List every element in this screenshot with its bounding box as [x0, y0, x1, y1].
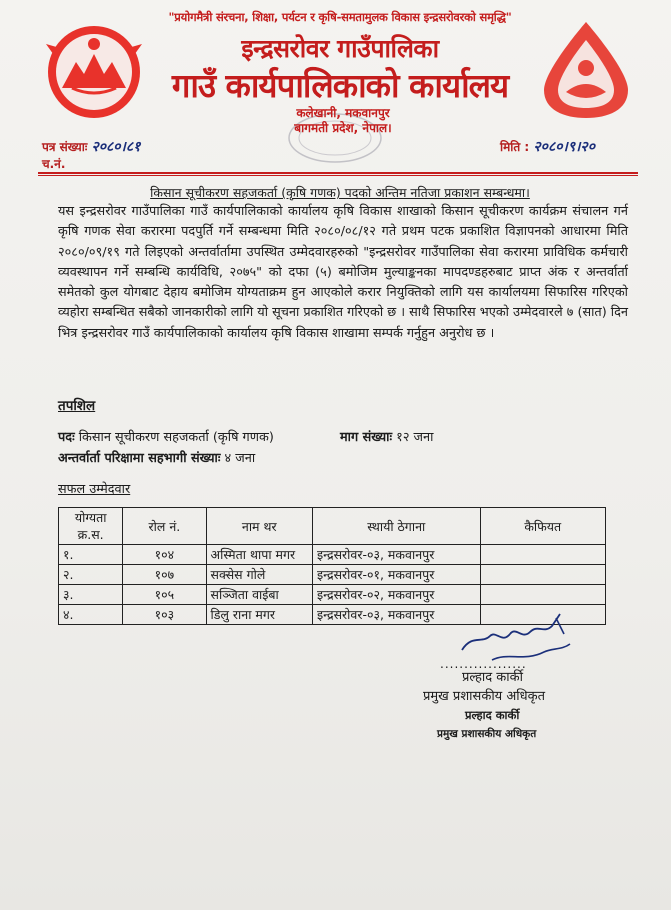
header-name: नाम थर — [206, 508, 312, 545]
office-address-line1: कलेखानी, मकवानपुर — [296, 106, 390, 120]
header-remarks: कैफियत — [480, 508, 605, 545]
cell-rank: २. — [59, 565, 123, 585]
reference-label: पत्र संख्याः — [42, 140, 88, 154]
header-address: स्थायी ठेगाना — [312, 508, 480, 545]
reference-value: २०८०।८१ — [91, 139, 141, 155]
interview-value: ४ जना — [224, 451, 256, 466]
table-row — [59, 585, 606, 605]
cell-roll: १०३ — [123, 605, 206, 625]
header-divider-thin — [38, 175, 638, 176]
interview-row — [58, 448, 255, 466]
office-name: इन्द्रसरोवर गाउँपालिका — [241, 34, 439, 63]
details-heading: तपशिल — [58, 398, 96, 414]
reference-number — [42, 137, 140, 156]
cell-name: डिलु राना मगर — [206, 605, 312, 625]
signer-name: प्रल्हाद कार्की — [462, 670, 524, 685]
cell-roll: १०५ — [123, 585, 206, 605]
header-roll: रोल नं. — [123, 508, 206, 545]
demand-value: १२ जना — [396, 430, 434, 445]
notice-subject: किसान सूचीकरण सहजकर्ता (कृषि गणक) पदको अन्तिम नतिजा प्रकाशन सम्बन्धमा। — [150, 185, 530, 200]
dispatch-number-label: च.नं. — [42, 157, 66, 171]
date-value: २०८०।९।२० — [533, 139, 595, 155]
cell-remarks — [480, 565, 605, 585]
successful-candidates-heading: सफल उम्मेदवार — [58, 482, 131, 497]
table-row — [59, 545, 606, 565]
cell-rank: ३. — [59, 585, 123, 605]
date-label: मिति : — [500, 140, 530, 154]
signer-title: प्रमुख प्रशासकीय अधिकृत — [423, 689, 546, 704]
cell-roll: १०७ — [123, 565, 206, 585]
cell-rank: १. — [59, 545, 123, 565]
office-address-line2: बागमती प्रदेश, नेपाल। — [294, 121, 392, 135]
interview-label: अन्तर्वार्ता परिक्षामा सहभागी संख्याः — [58, 451, 221, 466]
header-divider — [38, 172, 638, 174]
post-row — [58, 427, 274, 445]
header-slogan: "प्रयोगमैत्री संरचना, शिक्षा, पर्यटन र कृषि-समतामुलक विकास इन्द्रसरोवरको समृद्धि" — [168, 10, 512, 24]
stamp-name: प्रल्हाद कार्की — [465, 708, 520, 722]
demand-label: माग संख्याः — [340, 430, 393, 445]
date-field — [500, 137, 595, 156]
demand-row — [340, 427, 433, 445]
signature-line: .................. — [440, 657, 527, 671]
header-rank: योग्यता क्र.स. — [59, 508, 123, 545]
post-value: किसान सूचीकरण सहजकर्ता (कृषि गणक) — [78, 430, 274, 445]
cell-address: इन्द्रसरोवर-०१, मकवानपुर — [312, 565, 480, 585]
cell-roll: १०४ — [123, 545, 206, 565]
cell-rank: ४. — [59, 605, 123, 625]
office-title: गाउँ कार्यपालिकाको कार्यालय — [171, 66, 509, 105]
table-row — [59, 565, 606, 585]
cell-remarks — [480, 585, 605, 605]
cell-address: इन्द्रसरोवर-०३, मकवानपुर — [312, 605, 480, 625]
cell-name: सञ्जिता वाईबा — [206, 585, 312, 605]
cell-name: सक्सेस गोले — [206, 565, 312, 585]
stamp-title: प्रमुख प्रशासकीय अधिकृत — [437, 728, 537, 740]
post-label: पदः — [58, 430, 75, 445]
cell-name: अस्मिता थापा मगर — [206, 545, 312, 565]
cell-remarks — [480, 545, 605, 565]
cell-address: इन्द्रसरोवर-०२, मकवानपुर — [312, 585, 480, 605]
table-header-row — [59, 508, 606, 545]
notice-body: यस इन्द्रसरोवर गाउँपालिका गाउँ कार्यपालिकाको कार्यालय कृषि विकास शाखाको किसान सूचीकरण कार्यक्रम संचालन गर्न कृषि गणक सेवा करारमा पदपुर्ति गर्ने सम्बन्धमा मिति २०८०/०८/१२ गते प्रथम पटक प्रकाशित विज्ञापनको आधारमा मिति २०८०/०९/१९ गते लिइएको अन्तर्वार्तामा उपस्थित उम्मेदवारहरुको "इन्द्रसरोवर गाउँपालिका सेवा करारमा प्राविधिक कर्मचारी व्यवस्थापन गर्ने सम्बन्धि कार्यविधि, २०७५" को दफा (५) बमोजिम मुल्याङ्कनका मापदण्डहरुबाट प्राप्त अंक र अन्तर्वार्ता समेतको कुल योगबाट देहाय बमोजिम योग्यताक्रम हुन आएकोले करार नियुक्तिको लागि यस कार्यालयमा सिफारिस गरिएको व्यहोरा सम्बन्धित सबैको जानकारीको लागि यो सूचना प्रकाशित गरिएको छ । साथै सिफारिस भएको उम्मेदवारले ७ (सात) दिन भित्र इन्द्रसरोवर गाउँ कार्यपालिकाको कार्यालय कृषि विकास शाखामा सम्पर्क गर्नुहुन अनुरोध छ । — [58, 204, 628, 341]
cell-address: इन्द्रसरोवर-०३, मकवानपुर — [312, 545, 480, 565]
